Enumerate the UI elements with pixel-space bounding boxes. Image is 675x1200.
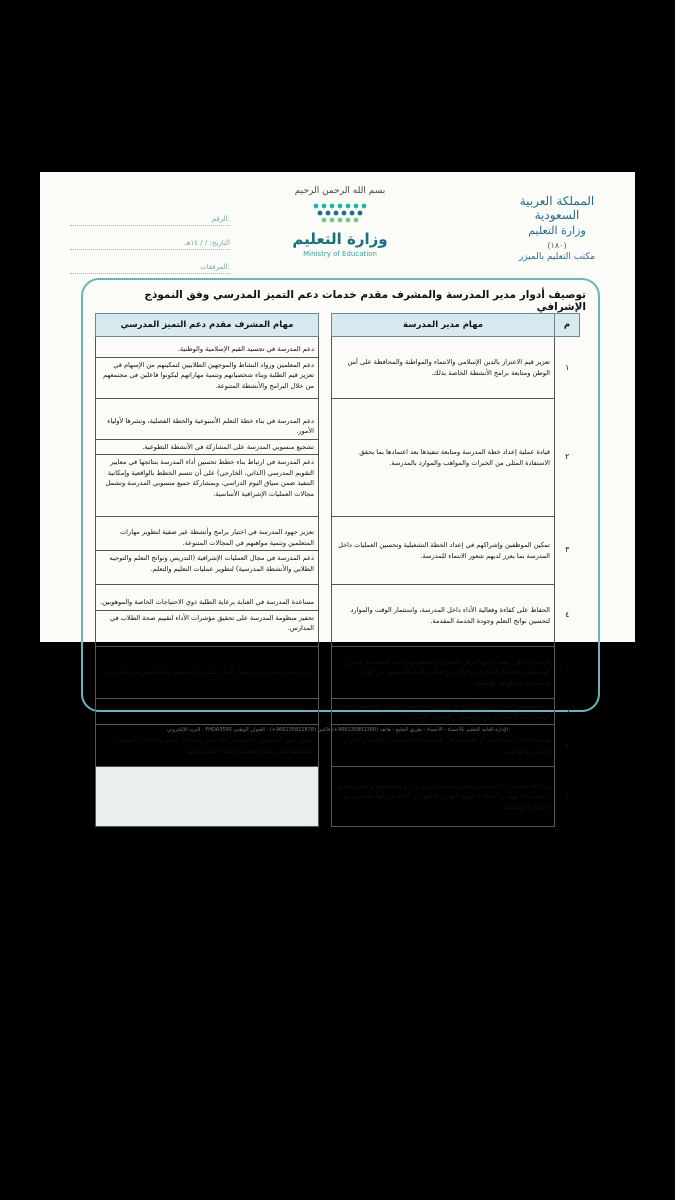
footer-contact: الإدارة العامة للتعليم بالأحساء - الأحساء - طريق الخليج - هاتف (966135802300+) فاكس (966135811878+) - العنوان الوطني FHDA3595 - البريد الإلكتروني (166, 727, 509, 733)
document-page (40, 172, 635, 811)
table-header-row (96, 314, 580, 337)
table-row (96, 399, 580, 517)
column-gap (319, 767, 332, 827)
kingdom-name: المملكة العربية السعودية (519, 194, 595, 222)
table-row (96, 647, 580, 699)
column-gap (319, 517, 332, 585)
principal-task: متابعة حالات المخالفات أو الاشتباه في المخالفات للسياسات العامة والالتزام الفكري والوطني. (332, 725, 555, 767)
office-code: (١٨٠) (547, 241, 567, 250)
principal-task: تمكين الموظفين وإشراكهم في إعداد الخطة التشغيلية وتحسين العمليات داخل المدرسة بما يعزز لديهم شعور الانتماء للمدرسة. (332, 517, 555, 585)
row-number: ٦ (565, 706, 570, 716)
supervisor-task: مساعدة المدرسة في العناية برعاية الطلبة ذوي الاحتياجات الخاصة والموهوبين. (96, 595, 318, 611)
column-gap (319, 699, 332, 725)
column-gap (319, 399, 332, 517)
table-row (96, 585, 580, 647)
principal-task: الحفاظ على كفاءة وفعالية الأداء داخل المدرسة، واستثمار الوقت والموارد لتحسين نواتج التعلم وجودة الخدمة المقدمة. (332, 585, 555, 647)
principal-task: تعزيز قيم الاعتزاز بالدين الإسلامي والانتماء والمواطنة والمحافظة على أمن الوطن ومتابعة برامج الأنشطة الخاصة بذلك. (332, 337, 555, 399)
date-field (70, 230, 230, 250)
header-supervisor: مهام المشرف مقدم دعم التميز المدرسي (96, 314, 319, 337)
table-row (96, 337, 580, 399)
principal-task: الإشراف على تنفيذ برامج الوعي الفكري وخططه وقواعده المعتمدة، وتعزيز الوسطية والاعتدال الفكري، والتأكد من سلامة البيئة التعليمية من الفكر المتطرف والظواهر السلبية. (332, 647, 555, 699)
column-gap (319, 647, 332, 699)
supervisor-tasks (96, 399, 319, 517)
office-name: مكتب التعليم بالميزر (518, 252, 596, 262)
row-number: ٣ (565, 545, 570, 555)
column-gap (319, 337, 332, 399)
supervisor-tasks (96, 337, 319, 399)
supervisor-tasks (96, 585, 319, 647)
row-number: ٥ (565, 667, 570, 677)
row-number: ٨ (565, 791, 570, 801)
supervisor-task: تحفيز جهود المعلمين لأهمية مراعاة تأثير مشكلات النمو والأحداث اليومية الضاغطة على تعلم المتعلم وكيفية التعامل معها. (117, 736, 314, 755)
principal-task: قيادة عملية إعداد خطة المدرسة ومتابعة تنفيذها بعد اعتمادها بما يحقق الاستفادة المثلى من الخبرات والمواهب والموارد بالمدرسة. (332, 399, 555, 517)
date-label: التاريخ: / / ١٤هـ (184, 239, 230, 247)
supervisor-tasks (96, 767, 319, 827)
ministry-emblem-icon (310, 200, 370, 226)
ministry-name-ar: وزارة التعليم (292, 230, 388, 248)
supervisor-tasks (96, 647, 319, 699)
column-gap (319, 314, 332, 337)
letterhead (40, 172, 635, 282)
supervisor-task: دعم المدرسة في بناء خطة التعلم الأسبوعية والخطة الفصلية، ونشرها لأولياء الأمور. (96, 414, 318, 440)
header-principal: مهام مدير المدرسة (332, 314, 555, 337)
number-label: الرقم: (211, 215, 230, 223)
supervisor-task: تحفيز منظومة المدرسة على تحقيق مؤشرات الأداء لتقييم صحة الطلاب في المدارس. (109, 613, 314, 633)
table-row (96, 699, 580, 725)
reference-fields (70, 206, 230, 278)
table-row (96, 517, 580, 585)
row-number: ٧ (565, 740, 570, 750)
supervisor-tasks (96, 517, 319, 585)
row-number: ١ (565, 362, 570, 372)
basmala: بسم الله الرحمن الرحيم (294, 186, 386, 196)
table-row (96, 767, 580, 827)
supervisor-task: تعزيز جهود المدرسة في اختيار برامج وأنشطة غير صفية لتطوير مهارات المتعلمين وتنمية مواهبهم في المجالات المتنوعة. (96, 525, 318, 551)
header-num: م (555, 314, 580, 337)
ministry-logo (270, 186, 410, 258)
ministry-name-right: وزارة التعليم (528, 224, 586, 237)
table-body (96, 337, 580, 827)
principal-task: مراجعة وتقويم أداء منسوبي المدرسة بشكل دوري ، و مناقشتهم و تقديم تغذية راجعة بناءة لهم، و اعتماد التقويم النهائي لأدائهم، و التأكد من أنها تتماشى مع اللوائح و التعليمات . (332, 767, 555, 827)
supervisor-task: دعم المدرسة في ارتباط بناء خطط تحسين أداء المدرسة بنتائجها في معايير التقويم المدرسي (الذاتي، الخارجي) على أن تتسم الخطط بالواقعية وإمكانية التنفيذ ضمن سياق اليوم الدراسي، وبمشاركة جميع منسوبي المدرسة وتشمل مجالات العمليات الإشرافية الأساسية. (105, 458, 314, 498)
supervisor-tasks (96, 699, 319, 725)
ministry-name-en: Ministry of Education (303, 250, 377, 258)
document-title: توصيف أدوار مدير المدرسة والمشرف مقدم خدمات دعم التميز المدرسي وفق النموذج الإشرافي (144, 289, 586, 313)
row-number: ٢ (565, 452, 570, 462)
row-number: ٤ (565, 610, 570, 620)
roles-table (95, 313, 580, 827)
principal-task: حماية مجتمع المدرسة من كل ما يؤدي إلى المخالفات الفكرية أو ضعف الالتزام الوطني بما لا يتماشى مع الوسطية والاعتدال الفكري. (332, 699, 555, 725)
kingdom-logo (497, 194, 617, 262)
attachments-label: المرفقات: (200, 263, 230, 271)
column-gap (319, 585, 332, 647)
supervisor-task: تشجيع منسوبي المدرسة على المشاركة في الأنشطة التطوعية. (96, 440, 318, 456)
supervisor-task: دعم المدرسة في تجسيد القيم الإسلامية والوطنية. (96, 342, 318, 358)
supervisor-task: دعم المعلمين ورواد النشاط والموجهين الطلابيين لتمكينهم من الإسهام في تعزيز قيم الطلبة وبناء شخصياتهم وتنمية مهاراتهم ليكونوا فاعلين في مجتمعهم من خلال البرامج والأنشطة المتنوعة. (103, 360, 314, 390)
attachments-field (70, 254, 230, 274)
supervisor-task: تعزيز الممارسات التي تحقق الأمن النفسي للمعلمين والمتعلمين في المدارس. (101, 668, 314, 677)
supervisor-task: دعم المدرسة في مجال العمليات الإشرافية (التدريس ونواتج التعلم والتوجيه الطلابي والأنشطة المدرسية) لتطوير عمليات التعليم والتعلم. (109, 554, 314, 573)
number-field (70, 206, 230, 226)
